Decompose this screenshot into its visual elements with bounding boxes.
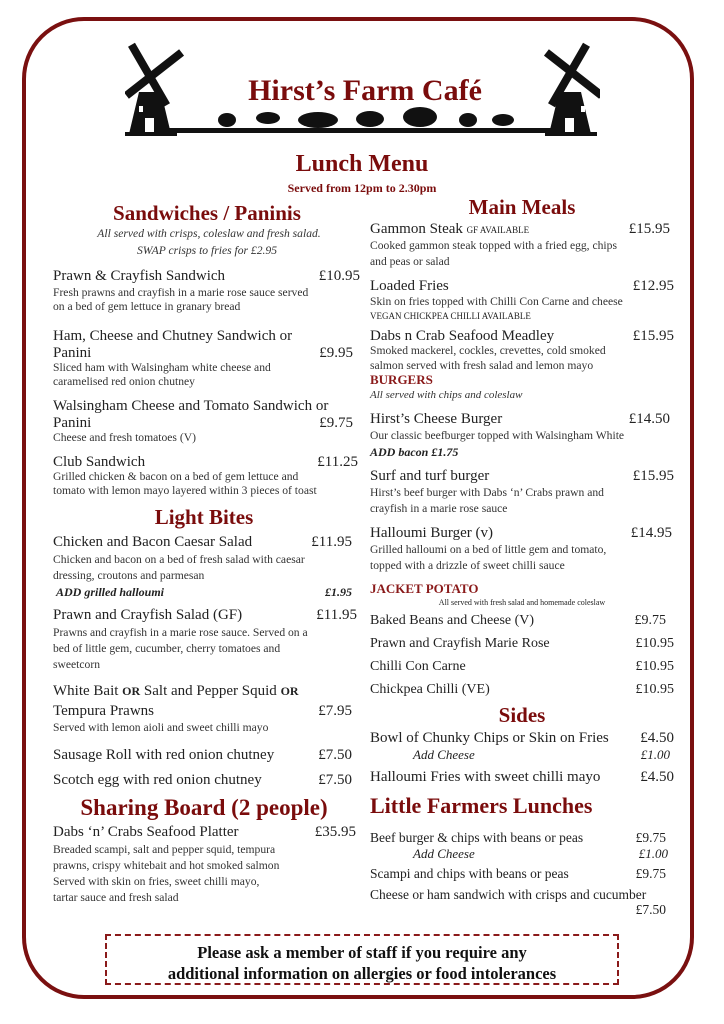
jacket-note: All served with fresh salad and homemade coleslaw [438, 598, 606, 607]
section-title-sides: Sides [498, 703, 546, 727]
item-name: Halloumi Fries with sweet chilli mayo [370, 769, 601, 785]
item-price: £11.95 [311, 534, 352, 550]
item-name: Chicken and Bacon Caesar Salad [53, 534, 253, 550]
item-name: Scampi and chips with beans or peas [370, 866, 569, 881]
served-hours: Served from 12pm to 2.30pm [287, 181, 437, 195]
item-price: £12.95 [632, 278, 674, 294]
item-desc: caramelised red onion chutney [53, 375, 195, 388]
item-price: £10.95 [635, 659, 674, 674]
item-desc: on a bed of gem lettuce in granary bread [53, 300, 241, 313]
item-desc: bed of little gem, cucumber, cherry tomatoes and [53, 642, 281, 655]
addon-label: Add Cheese [413, 747, 475, 762]
item-price: £7.50 [318, 747, 352, 763]
item-price: £7.50 [635, 902, 666, 917]
item-desc: prawns, crispy whitebait and hot smoked salmon [53, 859, 280, 872]
or-label: OR [122, 684, 141, 698]
item-price: £9.95 [319, 345, 353, 361]
item-price: £15.95 [628, 221, 670, 237]
item-price: £14.50 [628, 411, 670, 427]
ground-line [165, 128, 555, 133]
item-price: £7.95 [318, 703, 352, 719]
item-price: £35.95 [314, 824, 356, 840]
item-name: Halloumi Burger (v) [370, 525, 494, 541]
item-price: £11.25 [317, 454, 358, 470]
item-desc: Served with skin on fries, sweet chilli mayo, [53, 875, 260, 888]
item-desc: Cooked gammon steak topped with a fried egg, chips [370, 239, 617, 252]
item-name: Club Sandwich [53, 454, 146, 470]
item-name: Loaded Fries [370, 278, 449, 294]
item-name: Surf and turf burger [370, 468, 490, 484]
item-name: Tempura Prawns [53, 703, 155, 719]
item-price: £10.95 [318, 268, 360, 284]
item-price: £7.50 [318, 772, 352, 788]
subsection-title-jacket-potato: JACKET POTATO [370, 581, 479, 596]
item-price: £10.95 [635, 636, 674, 651]
item-name: Prawn and Crayfish Marie Rose [370, 636, 550, 651]
vegan-tag: VEGAN CHICKPEA CHILLI AVAILABLE [370, 311, 531, 321]
item-desc: Smoked mackerel, cockles, crevettes, cold smoked [370, 344, 606, 357]
section-title-little-farmers: Little Farmers Lunches [370, 793, 593, 818]
addon-label: Add Cheese [413, 846, 475, 861]
item-price: £15.95 [632, 328, 674, 344]
item-desc: Prawns and crayfish in a marie rose sauce. Served on a [53, 626, 308, 639]
farm-animals-icon [218, 107, 514, 128]
allergy-notice-line: Please ask a member of staff if you require any [197, 943, 527, 962]
item-name: Dabs ‘n’ Crabs Seafood Platter [53, 824, 239, 840]
addon-price: £1.00 [640, 747, 670, 762]
item-desc: topped with a drizzle of sweet chilli sauce [370, 559, 565, 572]
item-desc: dressing, croutons and parmesan [53, 569, 205, 582]
item-price: £4.50 [640, 730, 674, 746]
gf-tag: GF AVAILABLE [466, 225, 530, 235]
sandwiches-note: All served with crisps, coleslaw and fresh salad. [97, 227, 321, 240]
item-desc: sweetcorn [53, 658, 100, 671]
item-desc: Grilled halloumi on a bed of little gem and tomato, [370, 543, 607, 556]
item-desc: salmon served with fresh salad and lemon mayo [370, 359, 594, 372]
item-name: Beef burger & chips with beans or peas [370, 830, 584, 845]
section-title-main-meals: Main Meals [468, 195, 576, 219]
item-name [370, 222, 529, 237]
allergy-notice-line: additional information on allergies or food intolerances [167, 964, 557, 983]
item-price: £14.95 [630, 525, 672, 541]
item-price: £15.95 [632, 468, 674, 484]
item-name: Bowl of Chunky Chips or Skin on Fries [370, 730, 609, 746]
addon-price: £1.00 [638, 846, 668, 861]
item-price: £10.95 [635, 682, 674, 697]
item-name: Prawn and Crayfish Salad (GF) [53, 607, 243, 623]
windmill-icon-left [125, 43, 184, 136]
item-price: £9.75 [319, 415, 353, 431]
addon-label: ADD grilled halloumi [56, 585, 165, 599]
item-name: Scotch egg with red onion chutney [53, 772, 262, 788]
item-name: Panini [53, 345, 92, 361]
item-name-part: White Bait [53, 683, 119, 699]
item-name: Chilli Con Carne [370, 659, 466, 674]
sandwiches-note: SWAP crisps to fries for £2.95 [136, 244, 278, 257]
item-desc: Served with lemon aioli and sweet chilli mayo [53, 721, 269, 734]
item-name: Cheese or ham sandwich with crisps and cucumber [370, 887, 647, 902]
or-label: OR [280, 684, 299, 698]
item-name: Ham, Cheese and Chutney Sandwich or [53, 328, 293, 344]
item-price: £4.50 [640, 769, 674, 785]
item-desc: Cheese and fresh tomatoes (V) [53, 431, 196, 444]
item-price: £11.95 [316, 607, 357, 623]
item-name-part: Salt and Pepper Squid [143, 683, 277, 699]
item-desc: Hirst’s beef burger with Dabs ‘n’ Crabs prawn and [370, 486, 604, 499]
item-price: £9.75 [635, 830, 666, 845]
addon-label: ADD bacon £1.75 [370, 445, 459, 459]
item-name: Chickpea Chilli (VE) [370, 682, 490, 697]
item-name: Prawn & Crayfish Sandwich [53, 268, 226, 284]
item-desc: Our classic beefburger topped with Walsingham White [370, 429, 625, 442]
item-desc: Grilled chicken & bacon on a bed of gem lettuce and [53, 470, 299, 483]
item-price: £9.75 [634, 613, 666, 628]
section-title-sandwiches: Sandwiches / Paninis [113, 201, 301, 225]
item-name: Panini [53, 415, 92, 431]
allergy-notice [105, 934, 619, 985]
item-name: Hirst’s Cheese Burger [370, 411, 503, 427]
item-price: £9.75 [635, 866, 666, 881]
item-desc: Fresh prawns and crayfish in a marie rose sauce served [53, 286, 309, 299]
section-title-light-bites: Light Bites [154, 505, 254, 529]
item-name: Walsingham Cheese and Tomato Sandwich or [53, 398, 329, 414]
item-desc: and peas or salad [370, 255, 450, 268]
item-desc: tartar sauce and fresh salad [53, 891, 179, 904]
item-name: Sausage Roll with red onion chutney [53, 747, 275, 763]
item-desc: Skin on fries topped with Chilli Con Carne and cheese [370, 295, 623, 308]
item-name: Dabs n Crab Seafood Meadley [370, 328, 555, 344]
item-desc: tomato with lemon mayo layered within 3 pieces of toast [53, 484, 317, 497]
item-name-text: Gammon Steak [370, 221, 463, 237]
menu-title: Lunch Menu [295, 151, 429, 177]
item-desc: Chicken and bacon on a bed of fresh salad with caesar [53, 553, 305, 566]
item-name [53, 684, 299, 699]
subsection-title-burgers: BURGERS [370, 372, 433, 387]
section-title-sharing: Sharing Board (2 people) [80, 795, 328, 820]
addon-price: £1.95 [325, 585, 352, 599]
windmill-icon-right [544, 43, 600, 136]
item-desc: Sliced ham with Walsingham white cheese and [53, 361, 271, 374]
item-desc: Breaded scampi, salt and pepper squid, tempura [53, 843, 276, 856]
item-desc: crayfish in a marie rose sauce [370, 502, 508, 515]
cafe-name: Hirst’s Farm Café [248, 74, 482, 107]
item-name: Baked Beans and Cheese (V) [370, 613, 535, 628]
burgers-note: All served with chips and coleslaw [370, 389, 523, 401]
